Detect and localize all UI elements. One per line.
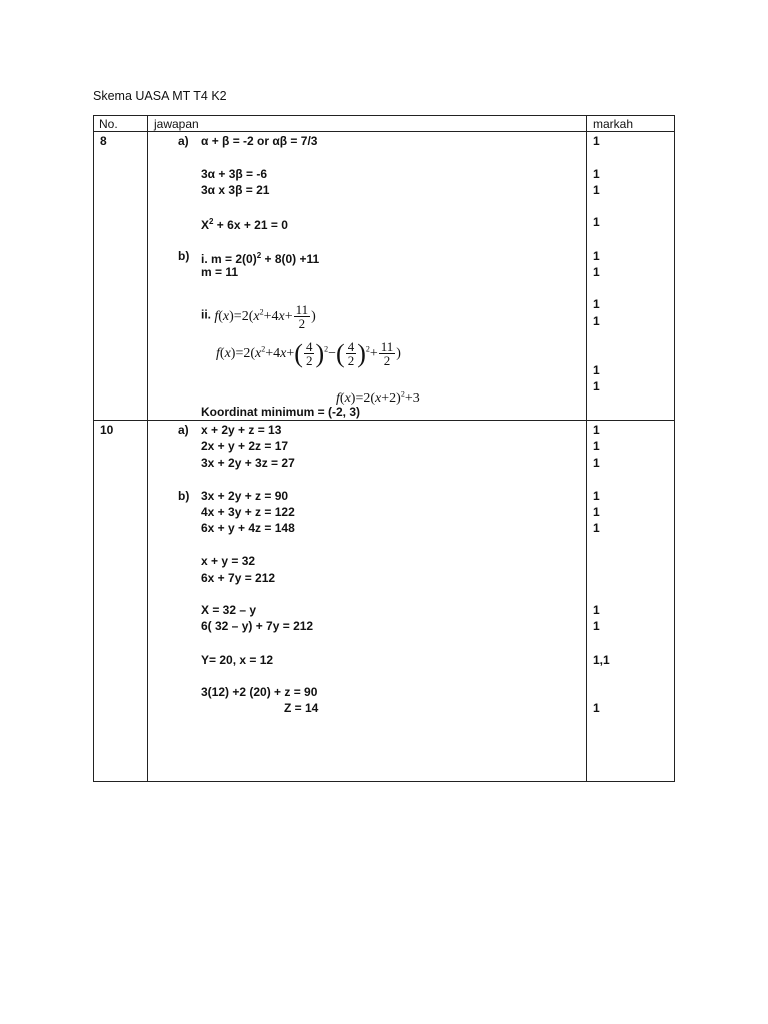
q8-mark: 1	[593, 249, 600, 263]
q8-a-line1: α + β = -2 or αβ = 7/3	[201, 134, 318, 148]
q10-a-line3: 3x + 2y + 3z = 27	[201, 456, 295, 470]
q10-mark: 1	[593, 489, 600, 503]
table-border-left	[93, 115, 94, 782]
header-no: No.	[99, 117, 118, 131]
q10-a-line1: x + 2y + z = 13	[201, 423, 282, 437]
q10-mark: 1	[593, 505, 600, 519]
q10-b-line2: 4x + 3y + z = 122	[201, 505, 295, 519]
q10-mark: 1	[593, 701, 600, 715]
q10-mark: 1	[593, 521, 600, 535]
q8-koordinat-minimum: Koordinat minimum = (-2, 3)	[201, 405, 361, 419]
q10-mark: 1	[593, 423, 600, 437]
q8-b-ii-equation1: ii. $f(x)=2(x^2+4x+$ $\frac{11}{2}$ )	[201, 301, 316, 331]
q10-mark: 1	[593, 456, 600, 470]
q10-mark: 1	[593, 603, 600, 617]
q8-mark: 1	[593, 265, 600, 279]
q8-mark: 1	[593, 134, 600, 148]
q10-part-a-label: a)	[178, 423, 189, 437]
q8-part-a-label: a)	[178, 134, 189, 148]
q8-mark: 1	[593, 363, 600, 377]
q8-mark: 1	[593, 215, 600, 229]
q8-a-line2: 3α + 3β = -6	[201, 167, 268, 181]
q10-b-line10: Z = 14	[284, 701, 319, 715]
q8-part-b-label: b)	[178, 249, 190, 263]
q8-mark: 1	[593, 297, 600, 311]
q10-b-line9: 3(12) +2 (20) + z = 90	[201, 685, 318, 699]
q10-part-b-label: b)	[178, 489, 190, 503]
q8-b-ii-equation3: $f(x)=2(x+2)^2+3$	[336, 389, 420, 406]
document-title: Skema UASA MT T4 K2	[93, 89, 227, 103]
q10-b-line7: 6( 32 – y) + 7y = 212	[201, 619, 314, 633]
q10-b-line8: Y= 20, x = 12	[201, 653, 274, 667]
header-divider	[93, 131, 675, 132]
q10-b-line3: 6x + y + 4z = 148	[201, 521, 295, 535]
q10-b-line1: 3x + 2y + z = 90	[201, 489, 289, 503]
table-border-top	[93, 115, 675, 116]
q10-mark: 1	[593, 439, 600, 453]
q8-b-ii-equation2: $f(x)=2(x^2+4x+$( $\frac{4}{2}$ )$^2$−( $\frac{4}{2}$ )$^2$+ $\frac{11}{2}$ )	[216, 338, 401, 368]
header-marks: markah	[593, 117, 634, 131]
q10-a-line2: 2x + y + 2z = 17	[201, 439, 289, 453]
q10-b-line4: x + y = 32	[201, 554, 256, 568]
q8-a-line3: 3α x 3β = 21	[201, 183, 270, 197]
q8-b-line2: m = 11	[201, 265, 239, 279]
question-number-10: 10	[100, 423, 114, 437]
q8-mark: 1	[593, 314, 600, 328]
row-divider	[93, 420, 675, 421]
q10-mark: 1	[593, 619, 600, 633]
q8-mark: 1	[593, 183, 600, 197]
table-border-bottom	[93, 781, 675, 782]
header-answer: jawapan	[154, 117, 199, 131]
table-border-right	[674, 115, 675, 782]
q8-a-line4: $X^2 + 6x + 21 = 0$	[201, 217, 288, 232]
q10-b-line5: 6x + 7y = 212	[201, 571, 276, 585]
q10-b-line6: X = 32 – y	[201, 603, 257, 617]
q8-b-line1: i. $m = 2(0)^2 + 8(0) +11$	[201, 251, 320, 266]
column-divider-no	[147, 115, 148, 782]
q8-mark: 1	[593, 167, 600, 181]
question-number-8: 8	[100, 134, 107, 148]
q8-mark: 1	[593, 379, 600, 393]
q10-mark: 1,1	[593, 653, 610, 667]
column-divider-marks	[586, 115, 587, 782]
